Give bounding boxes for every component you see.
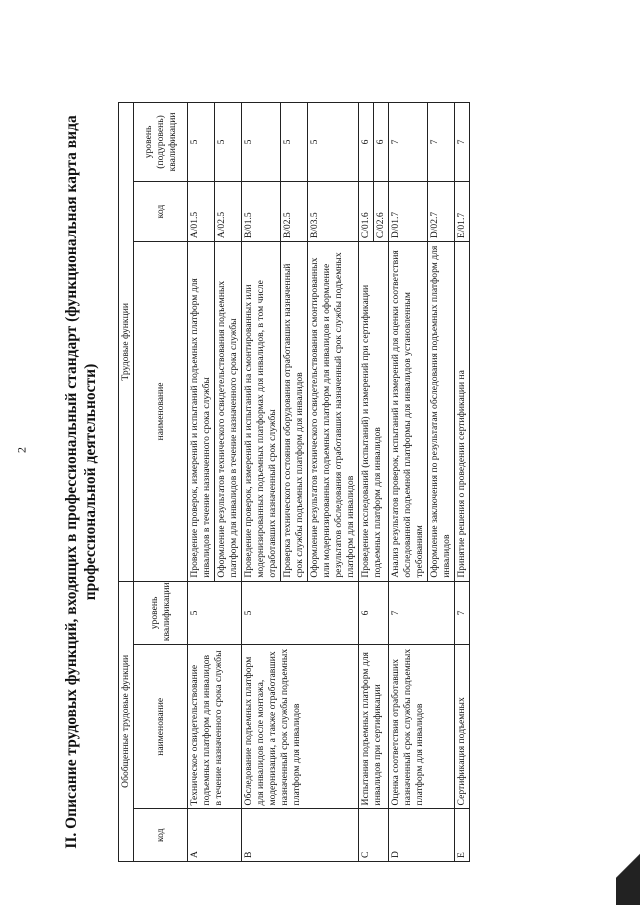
- group-name: Испытания подъемных платформ для инвалидов при сертификации: [359, 645, 389, 809]
- function-level: 5: [188, 103, 215, 182]
- function-code: B/01.5: [242, 181, 281, 241]
- function-code: A/02.5: [215, 181, 242, 241]
- header-code: код: [134, 809, 188, 862]
- function-name: Принятие решения о проведении сертификации на: [455, 242, 470, 582]
- group-name: Оценка соответствия отработавших назначенный срок службы подъемных платформ для инвалидов: [389, 645, 455, 809]
- title-line-2: профессиональной деятельности): [82, 363, 99, 601]
- function-code: A/01.5: [188, 181, 215, 241]
- page-title: [58, 102, 118, 862]
- header-qualification-level: уровень квалификации: [134, 581, 188, 645]
- function-code: B/03.5: [308, 181, 359, 241]
- function-level: 6: [374, 103, 389, 182]
- function-level: 5: [308, 103, 359, 182]
- group-code: B: [242, 809, 359, 862]
- group-code: C: [359, 809, 389, 862]
- page-number: 2: [14, 447, 29, 453]
- group-name: Сертификация подъемных: [455, 645, 470, 809]
- function-level: 5: [215, 103, 242, 182]
- function-code: C/01.6: [359, 181, 374, 241]
- title-line-1: II. Описание трудовых функций, входящих в профессиональный стандарт (функциональная карта вида: [63, 115, 80, 849]
- group-level: 7: [455, 581, 470, 645]
- function-level: 7: [389, 103, 428, 182]
- function-name: Проведение проверок, измерений и испытаний подъемных платформ для инвалидов в течение назначенного срока службы: [188, 242, 215, 582]
- group-level: 5: [242, 581, 359, 645]
- header-name: наименование: [134, 645, 188, 809]
- group-level: 5: [188, 581, 242, 645]
- header-function-code: код: [134, 181, 188, 241]
- group-name: Обследование подъемных платформ для инвалидов после монтажа, модернизации, а также отработавших назначенный срок службы подъемных платформ для инвалидов: [242, 645, 359, 809]
- rotated-page: [58, 102, 578, 862]
- group-name: Техническое освидетельствование подъемных платформ для инвалидов в течение назначенного срока службы: [188, 645, 242, 809]
- function-name: Оформление результатов технического освидетельствования подъемных платформ для инвалидов в течение назначенного срока службы: [215, 242, 242, 582]
- function-name: Проведение исследований (испытаний) и измерений при сертификации подъемных платформ для инвалидов: [359, 242, 389, 582]
- group-code: A: [188, 809, 242, 862]
- header-generalized-functions: Обобщенные трудовые функции: [119, 581, 134, 861]
- function-name: Оформление заключения по результатам обследования подъемных платформ для инвалидов: [428, 242, 455, 582]
- function-level: 5: [281, 103, 308, 182]
- group-level: 7: [389, 581, 455, 645]
- header-function-level: уровень (подуровень) квалификации: [134, 103, 188, 182]
- function-name: Проведение проверок, измерений и испытаний на смонтированных или модернизированных подъемных платформах для инвалидов, в том числе отработавших назначенный срок службы: [242, 242, 281, 582]
- function-level: 5: [242, 103, 281, 182]
- functional-map-table: [118, 102, 470, 862]
- group-code: E: [455, 809, 470, 862]
- function-level: 6: [359, 103, 374, 182]
- function-name: Анализ результатов проверок, испытаний и измерений для оценки соответствия обследованной подъемной платформы для инвалидов установленным требованиям: [389, 242, 428, 582]
- scan-edge-artifact: [616, 835, 640, 905]
- function-code: C/02.6: [374, 181, 389, 241]
- function-name: Оформление результатов технического освидетельствования смонтированных или модернизированных подъемных платформ для инвалидов и оформление результатов обследования отработавших назначенный срок службы подъемных платформ для инвалидов: [308, 242, 359, 582]
- function-level: 7: [455, 103, 470, 182]
- function-code: B/02.5: [281, 181, 308, 241]
- group-level: 6: [359, 581, 389, 645]
- function-code: D/01.7: [389, 181, 428, 241]
- function-code: D/02.7: [428, 181, 455, 241]
- header-function-name: наименование: [134, 242, 188, 582]
- function-code: E/01.7: [455, 181, 470, 241]
- header-labor-functions: Трудовые функции: [119, 103, 134, 582]
- function-level: 7: [428, 103, 455, 182]
- group-code: D: [389, 809, 455, 862]
- function-name: Проверка технического состояния оборудования отработавших назначенный срок службы подъемных платформ для инвалидов: [281, 242, 308, 582]
